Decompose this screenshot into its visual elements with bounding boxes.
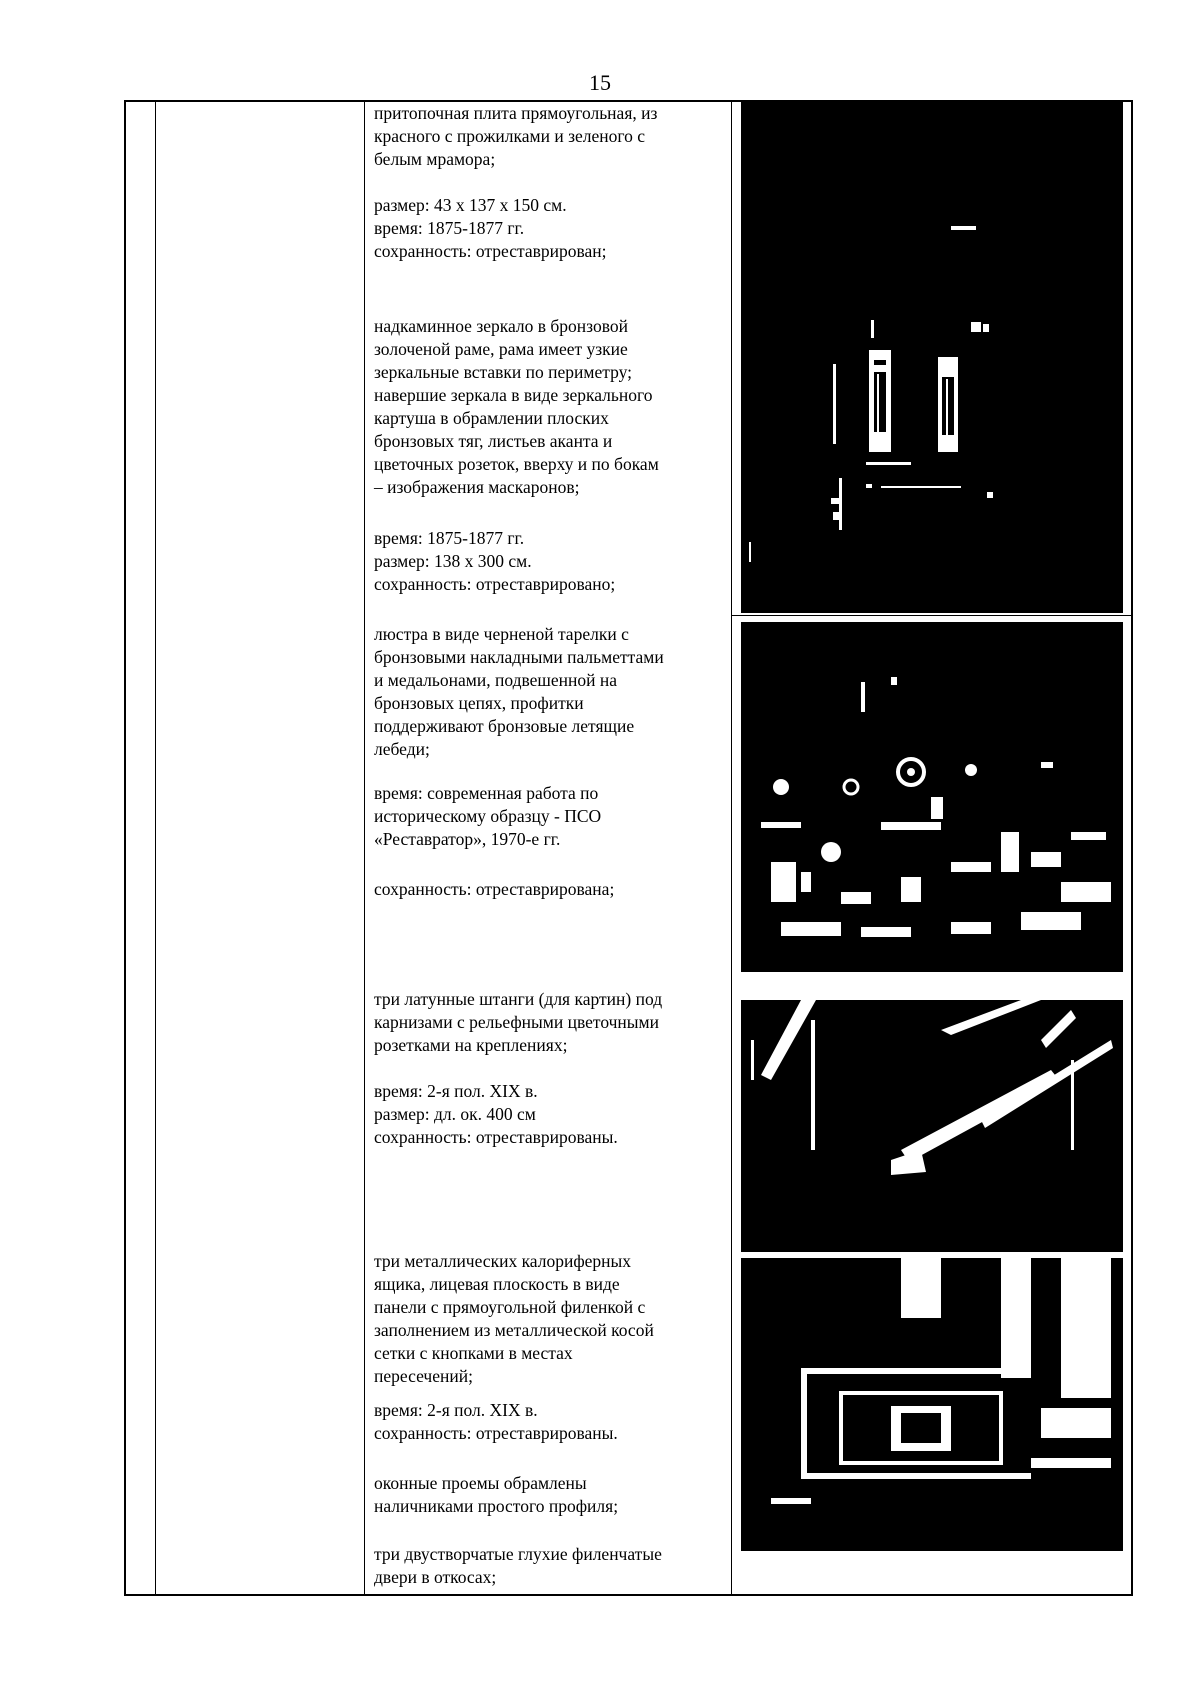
text-line: притопочная плита прямоугольная, из [374,103,658,123]
text-line: люстра в виде черненой тарелки с [374,624,629,644]
text-line: размер: 138 х 300 см. [374,551,532,571]
text-line: историческому образцу - ПСО [374,806,602,826]
text-line: карнизами с рельефными цветочными [374,1012,659,1032]
photo-chandelier [741,622,1123,972]
page-number: 15 [589,70,611,95]
description-column [374,102,719,1594]
radiators-meta [374,1399,719,1445]
inventory-table [124,100,1133,1596]
text-line: сохранность: отреставрированы. [374,1423,618,1443]
text-line: бронзовых тяг, листьев аканта и [374,431,613,451]
doors-description [374,1543,719,1589]
text-line: время: 2-я пол. XIX в. [374,1081,538,1101]
chandelier-image [741,622,1123,972]
text-line: оконные проемы обрамлены [374,1473,587,1493]
photo-fireplace-mirror [741,102,1123,613]
text-line: три двустворчатые глухие филенчатые [374,1544,662,1564]
photo-brass-rods [741,1000,1123,1252]
photo-row-divider-1 [731,615,1131,616]
photo-radiator-box [741,1258,1123,1551]
chandelier-time [374,782,719,851]
text-line: три латунные штанги (для картин) под [374,989,663,1009]
text-line: навершие зеркала в виде зеркального [374,385,653,405]
chandelier-state [374,878,719,901]
text-line: время: современная работа по [374,783,599,803]
windows-description [374,1472,719,1518]
text-line: сохранность: отреставрировано; [374,574,616,594]
text-line: сетки с кнопками в местах [374,1343,573,1363]
text-line: надкаминное зеркало в бронзовой [374,316,628,336]
column-divider-1 [155,102,156,1594]
text-line: ящика, лицевая плоскость в виде [374,1274,620,1294]
text-line: зеркальные вставки по периметру; [374,362,632,382]
text-line: сохранность: отреставрированы. [374,1127,618,1147]
text-line: сохранность: отреставрирован; [374,241,607,261]
column-divider-2 [364,102,365,1594]
radiator-box-image [741,1258,1123,1551]
text-line: красного с прожилками и зеленого с [374,126,646,146]
text-line: розетками на креплениях; [374,1035,568,1055]
text-line: сохранность: отреставрирована; [374,879,615,899]
text-line: и медальонами, подвешенной на [374,670,618,690]
plate-meta [374,194,719,263]
text-line: золоченой раме, рама имеет узкие [374,339,628,359]
text-line: наличниками простого профиля; [374,1496,619,1516]
column-divider-3 [731,102,732,1594]
chandelier-description [374,623,719,761]
text-line: размер: дл. ок. 400 см [374,1104,536,1124]
mirror-meta [374,527,719,596]
text-line: три металлических калориферных [374,1251,632,1271]
brass-rods-image [741,1000,1123,1252]
text-line: поддерживают бронзовые летящие [374,716,635,736]
plate-description [374,102,719,171]
text-line: панели с прямоугольной филенкой с [374,1297,646,1317]
text-line: цветочных розеток, вверху и по бокам [374,454,659,474]
rods-meta [374,1080,719,1149]
text-line: бронзовых цепях, профитки [374,693,584,713]
fireplace-mirror-image [741,102,1123,613]
text-line: белым мрамора; [374,149,496,169]
radiators-description [374,1250,719,1388]
text-line: картуша в обрамлении плоских [374,408,609,428]
mirror-description [374,315,719,499]
text-line: время: 1875-1877 гг. [374,218,525,238]
text-line: размер: 43 х 137 х 150 см. [374,195,567,215]
text-line: «Реставратор», 1970-е гг. [374,829,561,849]
text-line: лебеди; [374,739,430,759]
text-line: заполнением из металлической косой [374,1320,654,1340]
rods-description [374,988,719,1057]
text-line: время: 2-я пол. XIX в. [374,1400,538,1420]
text-line: время: 1875-1877 гг. [374,528,525,548]
text-line: пересечений; [374,1366,473,1386]
text-line: двери в откосах; [374,1567,497,1587]
text-line: бронзовыми накладными пальметтами [374,647,664,667]
text-line: – изображения маскаронов; [374,477,580,497]
